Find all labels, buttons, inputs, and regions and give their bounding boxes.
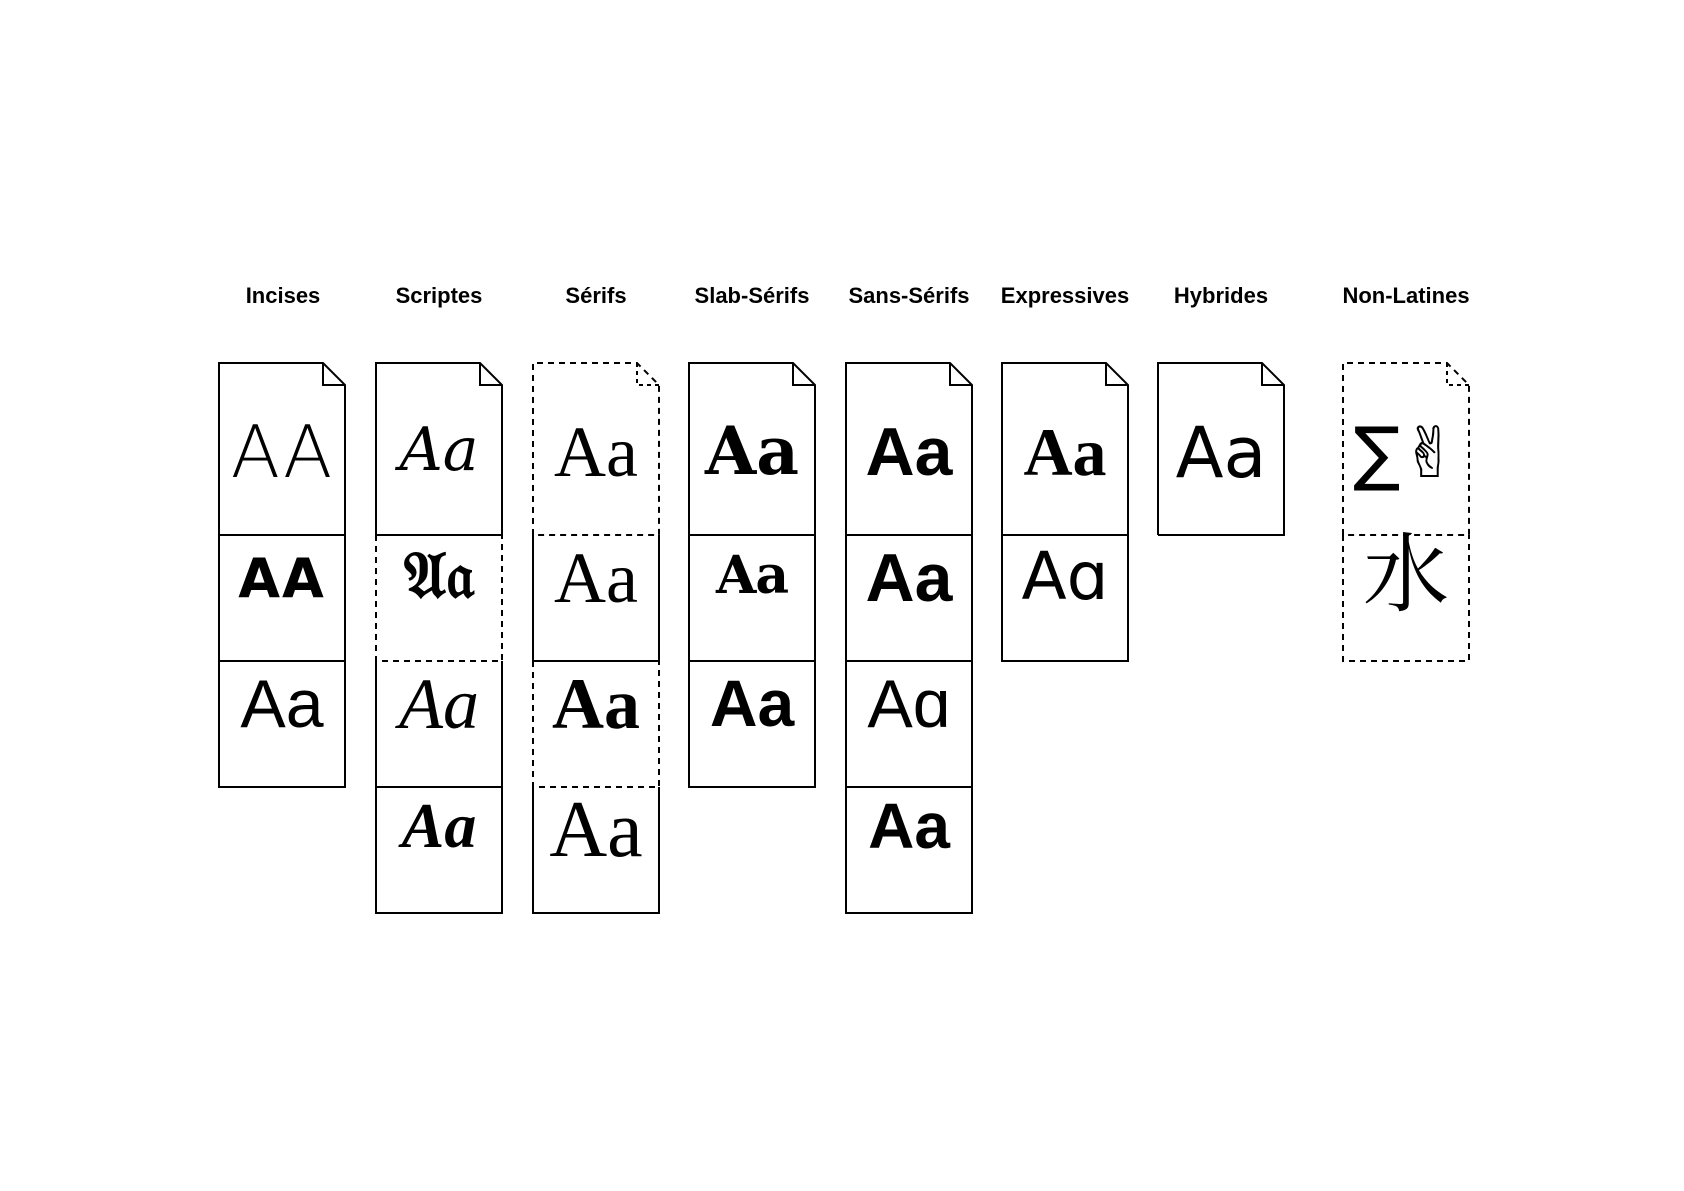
specimen-serifs-3: Aa [552, 664, 640, 744]
specimen-serifs-1: Aa [554, 412, 638, 492]
specimen-scriptes-3: Aa [399, 664, 479, 744]
specimen-sans-serifs-2: Aa [865, 540, 953, 616]
specimen-non-latines-2: 水 [1363, 525, 1449, 625]
heading-non-latines: Non-Latines [1342, 283, 1470, 308]
heading-scriptes: Scriptes [395, 283, 483, 308]
specimen-incises-3: Aa [240, 666, 324, 742]
specimen-non-latines-1: ∑✌ [1353, 412, 1459, 494]
specimen-slab-serifs-1: Aa [705, 412, 799, 490]
specimen-incises-1: AA [230, 410, 334, 494]
specimen-serifs-2: Aa [554, 538, 638, 618]
heading-incises: Incises [245, 283, 321, 308]
specimen-serifs-4: Aa [549, 786, 643, 874]
specimen-scriptes-1: Aa [399, 415, 479, 485]
heading-serifs: Sérifs [565, 283, 627, 308]
specimen-sans-serifs-3: Aɑ [867, 666, 951, 742]
specimen-hybrides-1: Aa [1175, 412, 1267, 494]
specimen-slab-serifs-3: Aa [709, 666, 795, 740]
specimen-sans-serifs-1: Aa [865, 414, 953, 490]
specimen-expressives-1: Aa [1023, 414, 1107, 490]
heading-slab-serifs: Slab-Sérifs [694, 283, 810, 308]
specimen-scriptes-2: 𝔄𝔞 [403, 538, 475, 613]
specimen-sans-serifs-4: Aa [868, 790, 950, 862]
specimen-expressives-2: Aɑ [1021, 538, 1109, 615]
specimen-scriptes-4: Aa [401, 790, 477, 861]
specimen-slab-serifs-2: Aa [715, 545, 789, 606]
specimen-incises-2: AA [238, 547, 326, 610]
heading-sans-serifs: Sans-Sérifs [848, 283, 970, 308]
heading-expressives: Expressives [1000, 283, 1130, 308]
heading-hybrides: Hybrides [1173, 283, 1269, 308]
